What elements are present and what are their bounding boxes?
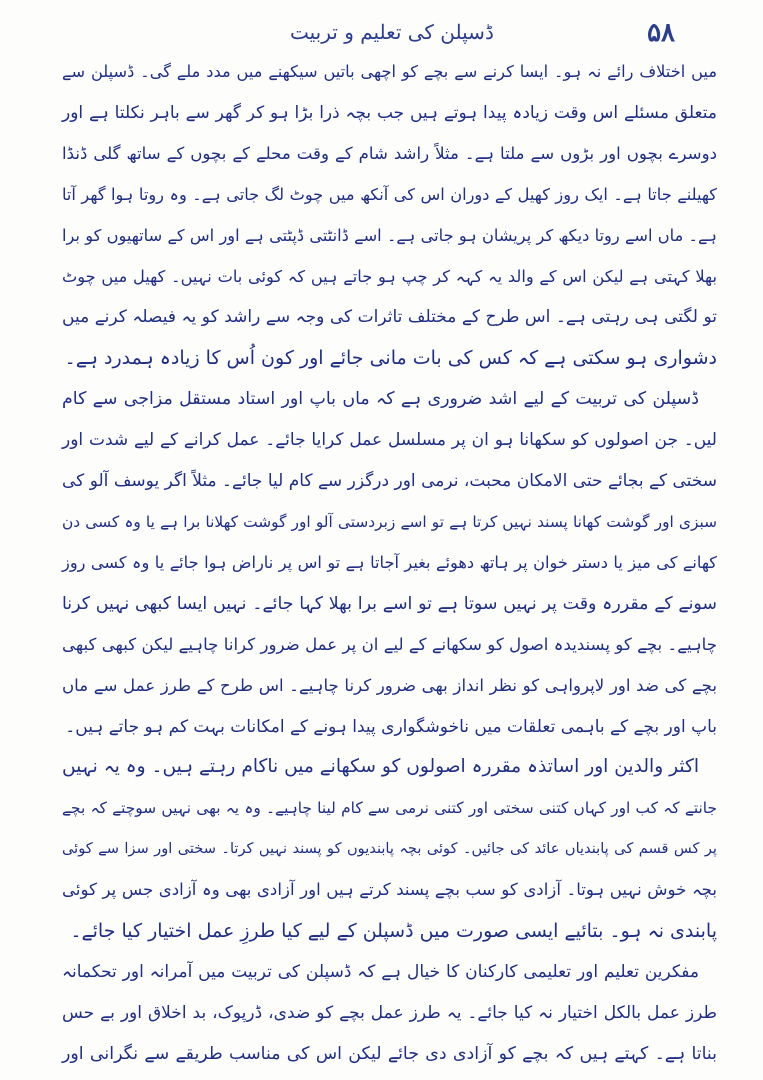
text-line: دوسرے بچوں اور بڑوں سے ملتا ہے۔ مثلاً راشد شام کے وقت محلے کے بچوں کے ساتھ گلی ڈنڈا xyxy=(62,143,717,163)
paragraph-3 xyxy=(62,747,717,952)
page-header xyxy=(60,18,703,54)
text-line: پابندی نہ ہو۔ بتائیے ایسی صورت میں ڈسپلن کے لیے کیا طرزِ عمل اختیار کیا جائے۔ xyxy=(70,920,717,943)
text-line: بھلا کہتی ہے لیکن اس کے والد یہ کہہ کر چپ ہو جاتے ہیں کہ کوئی بات نہیں۔ کھیل میں چوٹ xyxy=(62,266,717,286)
paragraph-1 xyxy=(62,52,717,379)
paragraph-2 xyxy=(62,379,717,747)
text-line: بچے کی ضد اور لاپرواہی کو نظر انداز بھی ضرور کرنا چاہیے۔ اس طرح کے طرز عمل سے ماں xyxy=(62,675,717,695)
text-line: باپ اور بچے کے باہمی تعلقات میں ناخوشگواری پیدا ہونے کے امکانات بہت کم ہو جاتے ہیں۔ xyxy=(65,716,717,737)
text-line: پر کس قسم کی پابندیاں عائد کی جائیں۔ کوئی بچہ پابندیوں کو پسند نہیں کرتا۔ سختی اور سزا سے کوئی xyxy=(62,840,717,858)
text-line: ڈسپلن کی تربیت کے لیے اشد ضروری ہے کہ ماں باپ اور استاد مستقل مزاجی سے کام xyxy=(62,389,699,410)
text-line: میں اختلاف رائے نہ ہو۔ ایسا کرنے سے بچے کو اچھی باتیں سیکھنے میں مدد ملے گی۔ ڈسپلن سے xyxy=(62,62,717,81)
text-line: مفکرین تعلیم اور تعلیمی کارکنان کا خیال ہے کہ ڈسپلن کی تربیت میں آمرانہ اور تحکمانہ xyxy=(62,961,699,982)
text-line: لیں۔ جن اصولوں کو سکھانا ہو ان پر مسلسل عمل کرایا جائے۔ عمل کرانے کے لیے شدت اور xyxy=(62,430,717,451)
text-line: دشواری ہو سکتی ہے کہ کس کی بات مانی جائے اور کون اُس کا زیادہ ہمدرد ہے۔ xyxy=(64,347,717,370)
text-line: متعلق مسئلے اس وقت زیادہ پیدا ہوتے ہیں جب بچہ ذرا بڑا ہو کر گھر سے باہر نکلتا ہے اور xyxy=(62,102,717,123)
text-line: سونے کے مقررہ وقت پر نہیں سوتا ہے تو اسے برا بھلا کہا جائے۔ نہیں ایسا کبھی نہیں کرنا xyxy=(62,593,717,614)
body-text xyxy=(62,52,717,1075)
text-line: جانتے کہ کب اور کہاں کتنی سختی اور کتنی نرمی سے کام لینا چاہیے۔ وہ یہ بھی نہیں سوچتے کہ بچے xyxy=(62,799,717,818)
text-line: طرز عمل بالکل اختیار نہ کیا جائے۔ یہ طرز عمل بچے کو ضدی، ڈرپوک، بد اخلاق اور بے حس xyxy=(62,1002,717,1023)
text-line: اکثر والدین اور اساتذہ مقررہ اصولوں کو سکھانے میں ناکام رہتے ہیں۔ وہ یہ نہیں xyxy=(62,756,699,778)
text-line: تو لگتی ہی رہتی ہے۔ اس طرح کے مختلف تاثرات کی وجہ سے راشد کو یہ فیصلہ کرنے میں xyxy=(62,307,717,328)
running-title: ڈسپلن کی تعلیم و تربیت xyxy=(290,20,494,44)
text-line: سختی کے بجائے حتی الامکان محبت، نرمی اور درگزر سے کام لیا جائے۔ مثلاً اگر یوسف آلو کی xyxy=(62,471,717,492)
text-line: چاہیے۔ بچے کو پسندیدہ اصول کو سکھانے کے لیے ان پر عمل ضرور کرانا چاہیے لیکن کبھی کبھی xyxy=(62,634,717,654)
text-line: سبزی اور گوشت کھانا پسند نہیں کرتا ہے تو اسے زبردستی آلو اور گوشت کھلانا برا ہے یا وہ کسی دن xyxy=(62,512,717,531)
page-number: ۵۸ xyxy=(647,18,675,48)
text-line: بچہ خوش نہیں ہوتا۔ آزادی کو سب بچے پسند کرتے ہیں اور آزادی بھی وہ آزادی جس پر کوئی xyxy=(62,880,717,900)
text-line: بناتا ہے۔ کہتے ہیں کہ بچے کو آزادی دی جائے لیکن اس کی مناسب طریقے سے نگرانی اور xyxy=(62,1043,717,1064)
paragraph-4 xyxy=(62,952,717,1075)
text-line: کھانے کی میز یا دستر خوان پر ہاتھ دھوئے بغیر آجاتا ہے تو اس پر ناراض ہوا جائے یا وہ کسی روز xyxy=(62,552,717,572)
text-line: ہے۔ ماں اسے روتا دیکھ کر پریشان ہو جاتی ہے۔ اسے ڈانٹتی ڈپٹتی ہے اور اس کے ساتھیوں کو برا xyxy=(62,225,717,245)
text-line: کھیلنے جاتا ہے۔ ایک روز کھیل کے دوران اس کی آنکھ میں چوٹ لگ جاتی ہے۔ وہ روتا ہوا گھر آتا xyxy=(62,184,717,204)
